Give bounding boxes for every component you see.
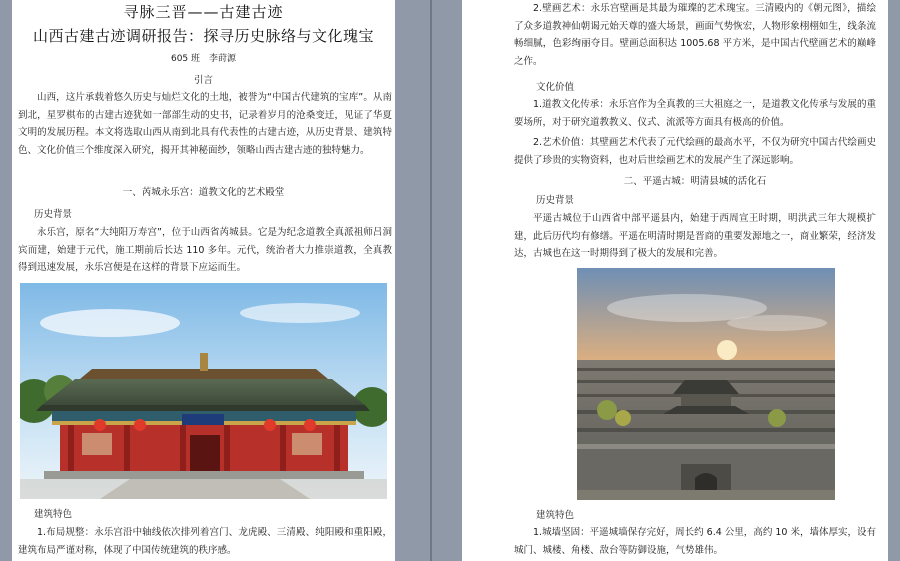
mural-paragraph: 2.壁画艺术：永乐宫壁画是其最为璀璨的艺术瑰宝。三清殿内的《朝元图》，描绘了众多道教神仙朝谒元始天尊的盛大场景，画面气势恢宏，人物形象栩栩如生，线条流畅细腻，色彩绚丽夺目。壁画总面积达 1005.68 平方米，是中国古代壁画艺术的巅峰之作。: [514, 3, 876, 67]
features-paragraph-2: 1.城墙坚固：平遥城墙保存完好，周长约 6.4 公里，高约 10 米，墙体厚实，设有城门、城楼、角楼、敌台等防御设施，气势雄伟。: [514, 527, 876, 556]
document-title: 寻脉三晋——古建古迹: [123, 3, 284, 21]
features-heading: 建筑特色: [34, 509, 73, 520]
document-page-left: [12, 0, 395, 561]
document-subtitle: 山西古建古迹调研报告：探寻历史脉络与文化瑰宝: [32, 27, 374, 45]
yongle-palace-image: [20, 283, 387, 499]
section1-title: 一、芮城永乐宫：道教文化的艺术殿堂: [122, 187, 285, 198]
culture-paragraph-2: 2.艺术价值：其壁画艺术代表了元代绘画的最高水平，不仅为研究中国古代绘画史提供了珍贵的实物资料，也对后世绘画艺术的发展产生了深远影响。: [514, 137, 876, 166]
features-heading-2: 建筑特色: [536, 510, 575, 521]
document-page-right: [462, 0, 888, 561]
culture-paragraph-1: 1.道教文化传承：永乐宫作为全真教的三大祖庭之一，是道教文化传承与发展的重要场所，对于研究道教教义、仪式、流派等方面具有极高的价值。: [514, 99, 876, 128]
section2-title: 二、平遥古城：明清县城的活化石: [623, 176, 767, 187]
author-byline: 605 班 李莳源: [170, 54, 237, 64]
history-paragraph-2: 平遥古城位于山西省中部平遥县内，始建于西周宣王时期，明洪武三年大规模扩建，此后历代均有修缮。平遥在明清时期是晋商的重要发源地之一，商业繁荣，经济发达，古城也在这一时期得到了极大的发展和完善。: [514, 213, 876, 259]
page-divider: [430, 0, 432, 561]
intro-heading: 引言: [193, 75, 213, 86]
culture-heading: 文化价值: [536, 82, 575, 93]
history-paragraph: 永乐宫，原名“大纯阳万寿宫”，位于山西省芮城县。它是为纪念道教全真派祖师吕洞宾而建，始建于元代，施工期前后长达 110 多年。元代，统治者大力推崇道教，全真教得到迅速发展，永乐宫便是在这样的背景下应运而生。: [18, 227, 392, 273]
pingyao-image: [577, 268, 835, 500]
features-paragraph: 1.布局规整：永乐宫沿中轴线依次排列着宫门、龙虎殿、三清殿、纯阳殿和重阳殿，建筑布局严谨对称，体现了中国传统建筑的秩序感。: [18, 527, 392, 556]
intro-paragraph: 山西，这片承载着悠久历史与灿烂文化的土地，被誉为“中国古代建筑的宝库”。从南到北，星罗棋布的古建古迹犹如一部部生动的史书，记录着岁月的沧桑变迁，见证了华夏文明的发展历程。本文将选取山西从南到北具有代表性的古建古迹，从历史背景、建筑特色、文化价值三个维度深入研究，揭开其神秘面纱，领略山西古建古迹的独特魅力。: [18, 92, 392, 156]
history-heading: 历史背景: [34, 209, 73, 220]
yongle-palace-photo: [20, 283, 387, 499]
pingyao-photo: [577, 268, 835, 500]
history-heading-2: 历史背景: [536, 195, 575, 206]
